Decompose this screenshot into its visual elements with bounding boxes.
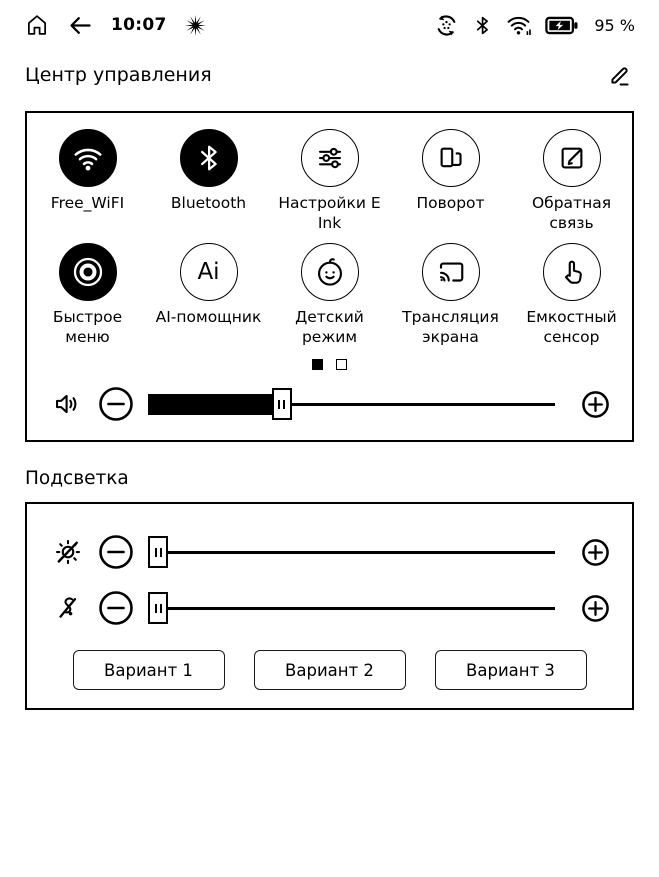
tile-free-wifi[interactable]	[27, 129, 148, 239]
brightness-off-icon	[51, 537, 85, 567]
warm-light-row	[27, 580, 632, 636]
refresh-burst-icon	[184, 14, 207, 37]
brightness-slider-handle[interactable]	[148, 536, 168, 568]
screen-cast-icon	[422, 243, 480, 301]
slider-track	[148, 551, 555, 554]
battery-percent: 95 %	[594, 15, 635, 35]
brightness-minus-button[interactable]	[98, 534, 134, 570]
volume-slider-handle[interactable]	[272, 388, 292, 420]
tile-label: AI-помощник	[155, 308, 262, 326]
wifi-icon	[506, 13, 532, 37]
volume-row	[27, 380, 632, 428]
ai-icon-text: Ai	[197, 259, 220, 285]
tile-screen-cast[interactable]	[390, 243, 511, 353]
edit-pencil-icon[interactable]	[607, 62, 633, 88]
eink-settings-icon	[301, 129, 359, 187]
ai-icon	[180, 243, 238, 301]
volume-slider[interactable]	[148, 387, 555, 421]
tile-label: Bluetooth	[170, 194, 247, 212]
warm-light-off-icon	[51, 594, 85, 622]
tile-bluetooth[interactable]	[148, 129, 269, 239]
tile-feedback[interactable]	[511, 129, 632, 239]
warm-light-slider[interactable]	[148, 591, 555, 625]
brightness-row	[27, 524, 632, 580]
home-icon[interactable]	[24, 12, 50, 38]
page-indicator	[27, 359, 632, 370]
tile-label: Free_WiFI	[50, 194, 125, 212]
tile-rotate[interactable]	[390, 129, 511, 239]
warm-light-minus-button[interactable]	[98, 590, 134, 626]
slider-fill	[148, 394, 278, 415]
tile-label: Настройки E Ink	[278, 194, 381, 232]
refresh-mode-icon	[434, 13, 459, 38]
variant-1-button[interactable]: Вариант 1	[73, 650, 225, 690]
page-title: Центр управления	[25, 64, 212, 86]
backlight-section-title: Подсветка	[25, 468, 129, 489]
status-bar-right	[434, 13, 635, 38]
tile-touch-sensor[interactable]	[511, 243, 632, 353]
speaker-icon	[51, 390, 85, 418]
warm-light-plus-button[interactable]	[581, 594, 610, 623]
tile-quick-menu[interactable]	[27, 243, 148, 353]
variant-buttons-row	[27, 650, 632, 690]
tile-label: Детский режим	[295, 308, 364, 346]
kids-mode-icon	[301, 243, 359, 301]
status-bar	[0, 0, 659, 40]
warm-light-slider-handle[interactable]	[148, 592, 168, 624]
control-center-panel	[25, 111, 634, 442]
brightness-slider[interactable]	[148, 535, 555, 569]
quick-menu-icon	[59, 243, 117, 301]
header	[0, 40, 659, 88]
back-arrow-icon[interactable]	[67, 12, 94, 39]
slider-track	[148, 607, 555, 610]
variant-3-button[interactable]: Вариант 3	[435, 650, 587, 690]
page-dot-1[interactable]	[312, 359, 323, 370]
tile-label: Быстрое меню	[52, 308, 123, 346]
bluetooth-icon	[180, 129, 238, 187]
wifi-icon	[59, 129, 117, 187]
tiles-grid	[27, 129, 632, 353]
rotate-icon	[422, 129, 480, 187]
battery-charging-icon	[545, 16, 579, 35]
tile-label: Емкостный сенсор	[526, 308, 617, 346]
brightness-plus-button[interactable]	[581, 538, 610, 567]
bluetooth-icon	[472, 15, 493, 36]
tile-eink-settings[interactable]	[269, 129, 390, 239]
volume-plus-button[interactable]	[581, 390, 610, 419]
touch-sensor-icon	[543, 243, 601, 301]
page-dot-2[interactable]	[336, 359, 347, 370]
volume-minus-button[interactable]	[98, 386, 134, 422]
tile-label: Поворот	[416, 194, 485, 212]
backlight-panel	[25, 502, 634, 710]
status-bar-left	[24, 12, 207, 39]
tile-ai-assistant[interactable]	[148, 243, 269, 353]
feedback-icon	[543, 129, 601, 187]
clock: 10:07	[111, 15, 167, 35]
tile-label: Трансляция экрана	[402, 308, 499, 346]
tile-label: Обратная связь	[531, 194, 612, 232]
variant-2-button[interactable]: Вариант 2	[254, 650, 406, 690]
tile-kids-mode[interactable]	[269, 243, 390, 353]
